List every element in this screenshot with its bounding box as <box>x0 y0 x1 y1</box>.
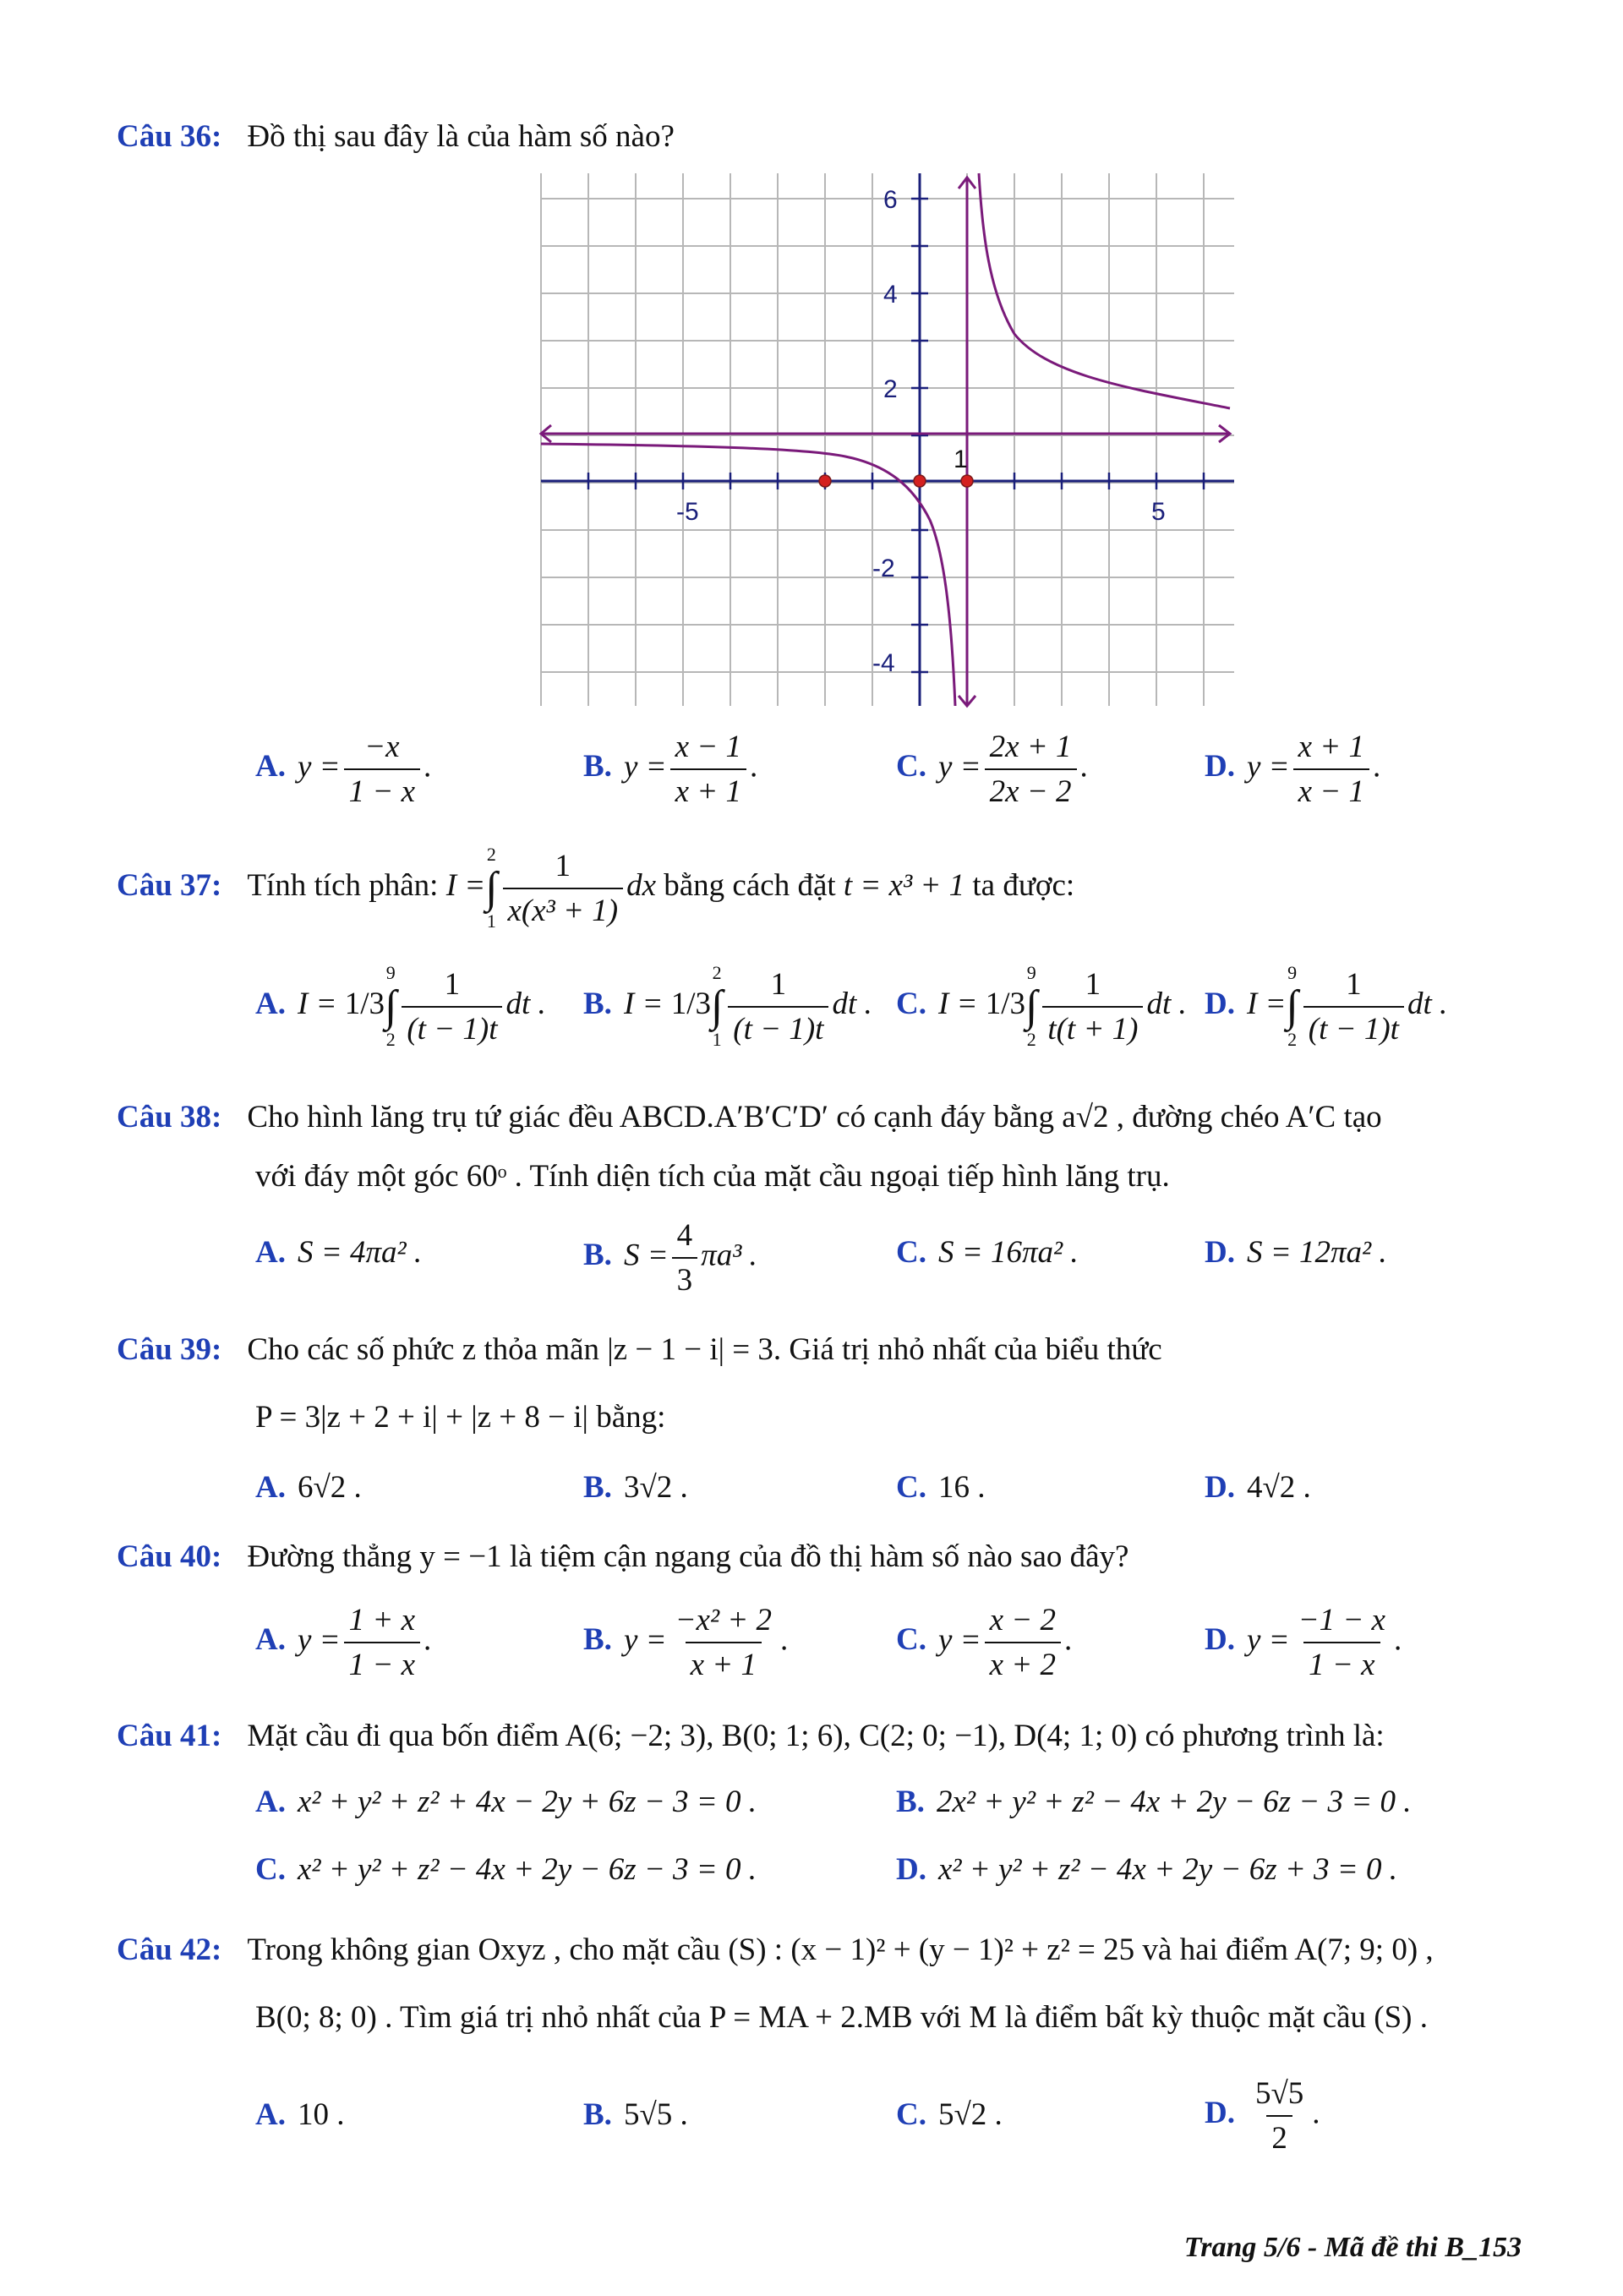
q38-option-c[interactable]: C. S = 16πa² . <box>896 1235 1079 1270</box>
x-tick-neg5: -5 <box>676 498 699 526</box>
q38-option-b[interactable]: B. S = $\frac{4}{3}$ πa³ . <box>583 1218 757 1298</box>
x-mark-1: 1 <box>954 446 968 473</box>
q42-option-c[interactable]: C. 5√2 . <box>896 2097 1003 2132</box>
q36-option-c[interactable]: C. y = $\frac{2x + 1}{2x - 2}$ . <box>896 730 1088 809</box>
q36-option-d[interactable]: D. y = $\frac{x + 1}{x - 1}$ . <box>1205 730 1381 809</box>
q41-option-c[interactable]: C. x² + y² + z² − 4x + 2y − 6z − 3 = 0 . <box>255 1852 757 1887</box>
y-tick-2: 2 <box>883 375 898 403</box>
question-39-line2: P = 3|z + 2 + i| + |z + 8 − i| bằng: <box>255 1400 666 1435</box>
x-tick-5: 5 <box>1151 498 1166 526</box>
q39-option-a[interactable]: A. 6√2 . <box>255 1470 362 1505</box>
q40-option-a[interactable]: A. y = $\frac{1 + x}{1 - x}$ . <box>255 1603 432 1682</box>
q37-option-c[interactable]: C. I = 1/3 9 ∫ 2 $\frac{1}{t(t + 1)}$ dt . <box>896 962 1187 1051</box>
y-tick-neg2: -2 <box>872 555 895 582</box>
q42-option-a[interactable]: A. 10 . <box>255 2097 345 2132</box>
question-text: Đồ thị sau đây là của hàm số nào? <box>247 119 675 154</box>
q40-option-c[interactable]: C. y = $\frac{x - 2}{x + 2}$ . <box>896 1603 1073 1682</box>
y-tick-4: 4 <box>883 281 898 309</box>
grid <box>541 173 1234 706</box>
q39-option-b[interactable]: B. 3√2 . <box>583 1470 688 1505</box>
question-38: Câu 38: Cho hình lăng trụ tứ giác đều ABCD.A′B′C′D′ có cạnh đáy bằng a√2 , đường chéo A′C tạo <box>117 1100 1382 1134</box>
q41-option-b[interactable]: B. 2x² + y² + z² − 4x + 2y − 6z − 3 = 0 . <box>896 1785 1412 1819</box>
q40-option-d[interactable]: D. y = $\frac{-1 - x}{1 - x}$ . <box>1205 1603 1402 1682</box>
question-42-line2: B(0; 8; 0) . Tìm giá trị nhỏ nhất của P = MA + 2.MB với M là điểm bất kỳ thuộc mặt cầu (S) . <box>255 2000 1428 2035</box>
q36-option-a[interactable]: A. y = $\frac{-x}{1 - x}$ . <box>255 730 432 809</box>
q42-option-d[interactable]: D. $\frac{5√5}{2}$ . <box>1205 2076 1320 2156</box>
question-39: Câu 39: Cho các số phức z thỏa mãn |z − 1 − i| = 3. Giá trị nhỏ nhất của biểu thức <box>117 1332 1162 1367</box>
q37-option-b[interactable]: B. I = 1/3 2 ∫ 1 $\frac{1}{(t - 1)t}$ dt . <box>583 962 872 1051</box>
page-footer: Trang 5/6 - Mã đề thi B_153 <box>1183 2232 1522 2263</box>
q38-option-a[interactable]: A. S = 4πa² . <box>255 1235 423 1270</box>
question-number: Câu 36: <box>117 119 222 154</box>
q41-option-a[interactable]: A. x² + y² + z² + 4x − 2y + 6z − 3 = 0 . <box>255 1785 757 1819</box>
question-38-line2: với đáy một góc 60ᵒ . Tính diện tích của mặt cầu ngoại tiếp hình lăng trụ. <box>255 1159 1170 1194</box>
question-36 <box>117 118 675 155</box>
q42-option-b[interactable]: B. 5√5 . <box>583 2097 688 2132</box>
function-graph <box>524 165 1243 714</box>
question-37: Câu 37: Tính tích phân: I = 2 ∫ 1 $\frac{1}{\text{x(x³ + 1)}}$ dx bằng cách đặt t = x³ + 1 ta được: <box>117 844 1075 932</box>
question-42: Câu 42: Trong không gian Oxyz , cho mặt cầu (S) : (x − 1)² + (y − 1)² + z² = 25 và hai điểm A(7; 9; 0) , <box>117 1932 1434 1967</box>
q37-option-d[interactable]: D. I = 9 ∫ 2 $\frac{1}{(t - 1)t}$ dt . <box>1205 962 1448 1051</box>
question-40: Câu 40: Đường thẳng y = −1 là tiệm cận ngang của đồ thị hàm số nào sao đây? <box>117 1539 1129 1574</box>
q40-option-b[interactable]: B. y = $\frac{\text{−x² + 2}}{x + 1}$ . <box>583 1603 789 1682</box>
y-tick-6: 6 <box>883 186 898 214</box>
q38-option-d[interactable]: D. S = 12πa² . <box>1205 1235 1387 1270</box>
question-41: Câu 41: Mặt cầu đi qua bốn điểm A(6; −2; 3), B(0; 1; 6), C(2; 0; −1), D(4; 1; 0) có phương trình là: <box>117 1719 1385 1753</box>
axes <box>541 173 1234 706</box>
q39-option-d[interactable]: D. 4√2 . <box>1205 1470 1311 1505</box>
q36-option-b[interactable]: B. y = $\frac{x - 1}{x + 1}$ . <box>583 730 758 809</box>
q39-option-c[interactable]: C. 16 . <box>896 1470 986 1505</box>
q37-option-a[interactable]: A. I = 1/3 9 ∫ 2 $\frac{1}{(t - 1)t}$ dt . <box>255 962 546 1051</box>
q41-option-d[interactable]: D. x² + y² + z² − 4x + 2y − 6z + 3 = 0 . <box>896 1852 1398 1887</box>
curve-and-asymptotes <box>541 173 1230 706</box>
y-tick-neg4: -4 <box>872 649 895 677</box>
